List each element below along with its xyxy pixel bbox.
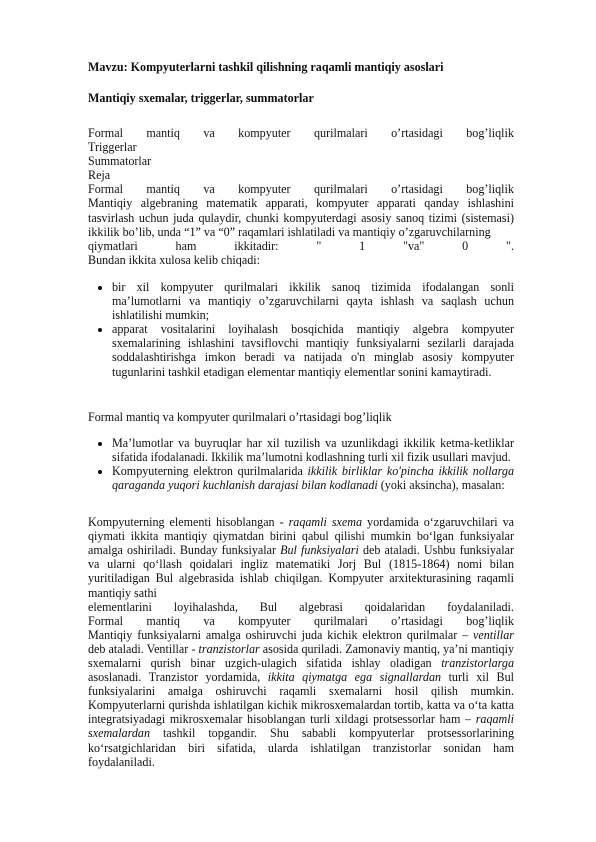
list-item: • bir xil kompyuter qurilmalari ikkilik sanoq tizimida ifodalangan sonli ma’lumotlarni va mantiqiy o’zgaruvchilarni qayta ishlash va saqlash uchun ishlatilishi mumkin; bbox=[112, 280, 514, 322]
list-item: • apparat vositalarini loyihalash bosqichida mantiqiy algebra kompyuter sxemalarining ishlashini tavsiflovchi mantiqiy funksiyalarni sezilarli darajada soddalashtirishga imkon beradi va natijada o'n minglab asosiy kompyuter tugunlarini tashkil etadigan elementar mantiqiy elementlar sonini kamaytiradi. bbox=[112, 322, 514, 378]
list-item: • Kompyuterning elektron qurilmalarida ikkilik birliklar ko'pincha ikkilik nollarga qaraganda yuqori kuchlanish darajasi bilan kodlanadi (yoki aksincha), masalan: bbox=[112, 464, 514, 492]
section-list bbox=[88, 436, 514, 492]
paragraph-ventils: Mantiqiy funksiyalarni amalga oshiruvchi juda kichik elektron qurilmalar – ventillar deb ataladi. Ventillar - tranzistorlar asosida quriladi. Zamonaviy mantiq, ya’ni mantiqiy sxemalarni qurish binar uzgich-ulagich sifatida ishlay oladigan tranzistorlarga asoslanadi. Tranzistor yordamida, ikkita qiymatga ega signallardan turli xil Bul funksiyalarini amalga oshiruvchi raqamli sxemalarni hosil qilish mumkin. Kompyuterlarni qurishda ishlatilgan kichik mikrosxemalardan tortib, katta va o‘ta katta integratsiyadagi mikrosxemalar hisoblangan turli xildagi protsessorlar ham – raqamli sxemalardan tashkil topgandir. Shu sababli kompyuterlar protsessorlarining ko‘rsatgichlaridan biri sifatida, ularda ishlatilgan tranzistorlar sonidan ham foydalaniladi. bbox=[88, 627, 515, 769]
paragraph-digital-circuit: Kompyuterning elementi hisoblangan - raqamli sxema yordamida o‘zgaruvchilari va qiymati ikkita mantiqiy qiymatdan birini qabul qilishi mumkin bo‘lgan funksiyalar amalga oshiriladi. Bunday funksiyalar Bul funksiyalari deb ataladi. Ushbu funksiyalar va ularni qo‘llash qoidalari ingliz matematiki Jorj Bul (1815-1864) nomi bilan yuritiladigan Bul algebrasida ishlab chiqilgan. Kompyuter arxitekturasining raqamli mantiqiy sathi bbox=[88, 515, 515, 600]
intro-paragraph: Mantiqiy algebraning matematik apparati, kompyuter apparati qanday ishlashini tasvirlash uchun juda qulaydir, chunki kompyuterdagi asosiy sanoq tizimi (sistemasi) ikkilik bo’lib, unda “1” va “0” raqamlari ishlatiladi va mantiqiy o’zgaruvchilarning bbox=[88, 196, 514, 239]
list-item: • Ma’lumotlar va buyruqlar har xil tuzilish va uzunlikdagi ikkilik ketma-ketliklar sifatida ifodalanadi. Ikkilik ma’lumotni kodlashning turli xil fizik usullari mavjud. bbox=[112, 436, 514, 464]
toc-item-3: Summatorlar bbox=[88, 154, 152, 169]
repeated-heading: Formal mantiq va kompyuter qurilmalari o’rtasidagi bog’liqlik bbox=[88, 613, 514, 628]
topic-title: Mavzu: Kompyuterlarni tashkil qilishning raqamli mantiqiy asoslari bbox=[88, 60, 444, 74]
conclusion-line: Bundan ikkita xulosa kelib chiqadi: bbox=[88, 252, 260, 267]
intro-heading: Formal mantiq va kompyuter qurilmalari o’rtasidagi bog’liqlik bbox=[88, 182, 514, 197]
document-body bbox=[88, 60, 514, 769]
section-heading: Formal mantiq va kompyuter qurilmalari o’rtasidagi bog’liqlik bbox=[88, 409, 392, 424]
toc-item-1: Formal mantiq va kompyuter qurilmalari o’rtasidagi bog’liqlik bbox=[88, 126, 514, 140]
paragraph-last-line: elementlarini loyihalashda, Bul algebrasi qoidalaridan foydalaniladi. bbox=[88, 599, 514, 614]
subtitle: Mantiqiy sxemalar, triggerlar, summatorlar bbox=[88, 91, 314, 105]
toc-item-2: Triggerlar bbox=[88, 140, 137, 155]
conclusion-list bbox=[88, 280, 514, 379]
toc-item-4: Reja bbox=[88, 168, 111, 183]
intro-paragraph-last-line: qiymatlari ham ikkitadir: " 1 "va" 0 ". bbox=[88, 238, 514, 253]
